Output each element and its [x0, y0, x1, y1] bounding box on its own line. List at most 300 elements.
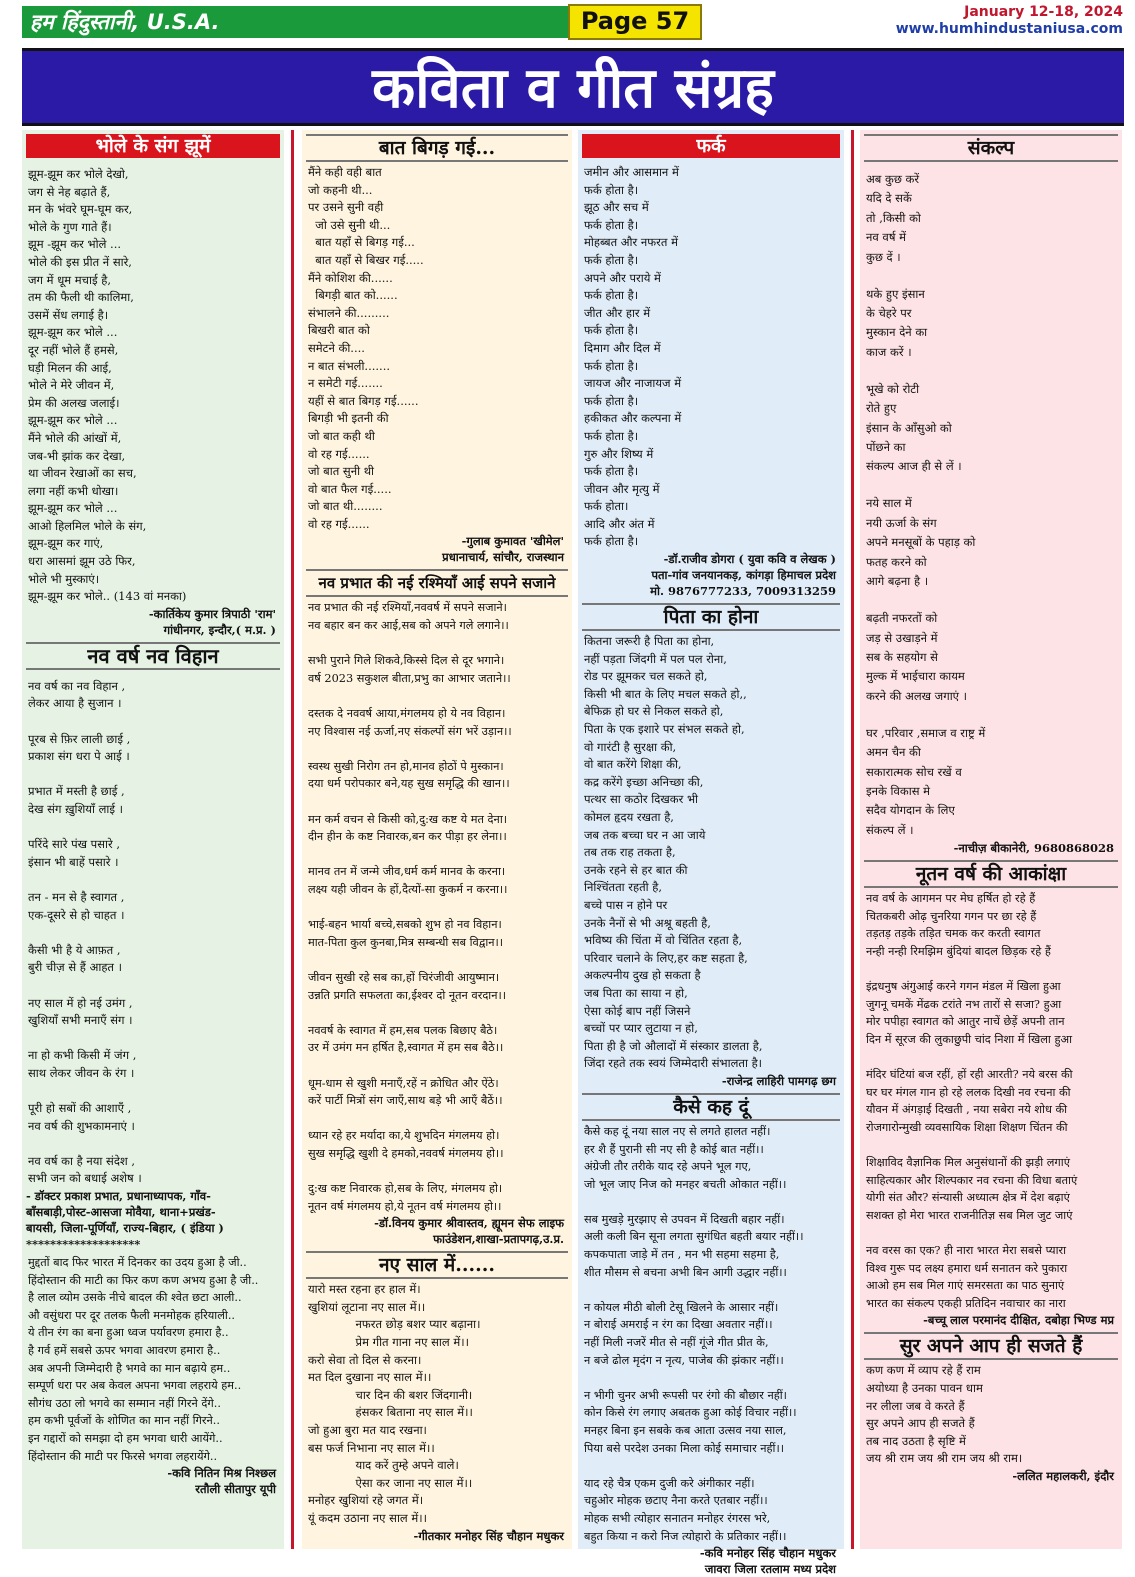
header-info	[896, 4, 1123, 38]
text-line: घर घर मंगल गान हो रहे ललक दिखी नव रचना की	[866, 1085, 1071, 1099]
text-line	[28, 766, 280, 784]
poem-title: भोले के संग झूमें	[26, 134, 280, 158]
text-line: जो बात थी........	[308, 499, 383, 514]
poem-title: पिता का होना	[582, 603, 840, 631]
text-line: लेकर आया है सुजान ।	[28, 696, 122, 711]
text-line: बच्चों पर प्यार लुटाया न हो,	[584, 1021, 698, 1036]
text-line: कण कण में व्याप रहे हैं राम	[866, 1363, 981, 1378]
text-line: है लाल व्योम उसके नीचे बादल की श्वेत छटा आली..	[28, 1291, 242, 1305]
text-line: बिगड़ी भी इतनी की	[308, 411, 389, 426]
text-line: रोड पर झूमकर चल सकते हो,	[584, 669, 708, 684]
text-line	[866, 477, 1118, 495]
text-line: जावरा जिला रतलाम मध्य प्रदेश	[704, 1562, 836, 1577]
poem-title: सुर अपने आप ही सजते हैं	[864, 1332, 1118, 1360]
text-line: जो कहनी थी...	[308, 182, 373, 197]
text-line: भोले ने मेरे जीवन में,	[28, 378, 115, 393]
text-line: जुगनू चमकें मेंढक टरांते नभ तारों से सजा? हुआ	[866, 997, 1062, 1011]
text-line	[308, 951, 568, 969]
masthead-title: हम हिंदुस्तानी, U.S.A.	[22, 6, 570, 38]
poem-body	[582, 1123, 840, 1545]
column-divider	[851, 130, 854, 1549]
text-line: वर्ष 2023 सकुशल बीता,प्रभु का आभार जताने।।	[308, 671, 511, 685]
text-line	[28, 924, 280, 942]
poem-body	[26, 166, 280, 606]
text-line: अब अपनी जिम्मेदारी है भगवे का मान बढ़ाये हम..	[28, 1361, 231, 1375]
section-banner: कविता व गीत संग्रह	[22, 48, 1124, 126]
text-line: -डॉ.विनय कुमार श्रीवास्तव, ह्यूमन सेफ लाइफ	[374, 1216, 564, 1231]
text-line: फर्क होता है।	[584, 288, 639, 303]
text-line: सुख समृद्धि खुशी दे हमको,नववर्ष मंगलमय हो।।	[308, 1146, 504, 1160]
text-line: उसमें सेंध लगाई है।	[28, 307, 109, 322]
text-line: कद्र करेंगे इच्छा अनिच्छा की,	[584, 774, 704, 789]
text-line: बच्चे पास न होने पर	[584, 897, 668, 912]
text-line	[308, 846, 568, 864]
text-line: स्वस्थ सुखी निरोग तन हो,मानव होठों पे मुस्कान।	[308, 759, 504, 773]
poem-body	[26, 678, 280, 1188]
text-line: नूतन वर्ष मंगलमय हो,ये नूतन वर्ष मंगलमय हो।।	[308, 1199, 502, 1213]
text-line: फर्क होता।	[584, 499, 629, 514]
text-line	[866, 1224, 1118, 1242]
text-line: फर्क होता है।	[584, 428, 639, 443]
poem-body	[26, 1254, 280, 1465]
text-line: मैंने भोले की आंखों में,	[28, 430, 122, 445]
text-line: यूं कदम उठाना नए साल में।।	[308, 1510, 427, 1525]
text-line	[308, 793, 568, 811]
text-line: भोले भी मुस्काएं।	[28, 571, 100, 586]
text-line: - डॉक्टर प्रकाश प्रभात, प्रधानाध्यापक, गाँव-	[26, 1189, 211, 1204]
text-line	[584, 1281, 840, 1299]
text-line: झूठ और सच में	[584, 200, 649, 215]
text-line: फर्क होता है।	[584, 217, 639, 232]
text-line: पूरब से फ़िर लाली छाई ,	[28, 731, 131, 746]
text-line: अपने और पराये में	[584, 270, 661, 285]
text-line: मन के भंवरे घूम-घूम कर,	[28, 202, 133, 217]
text-line: गांधीनगर, इन्दौर,( म.प्र. )	[163, 622, 276, 637]
text-line: भोले की इस प्रीत नें सारे,	[28, 254, 132, 269]
text-line: भूखे को रोटी	[866, 381, 920, 396]
text-line: न कोयल मीठी बोली टेसू खिलने के आसार नहीं।	[584, 1300, 779, 1314]
text-line: पिता के एक इशारे पर संभल सकते हो,	[584, 722, 745, 737]
text-line: यौवन में अंगड़ाई दिखती , नया सबेरा नये शोध की	[866, 1103, 1068, 1117]
text-line: चहुओर मोहक छटाए नैना करते एतबार नहीं।।	[584, 1494, 768, 1508]
text-line	[28, 1083, 280, 1101]
text-line: नववर्ष के स्वागत में हम,सब पलक बिछाए बैठे।	[308, 1023, 498, 1037]
text-line: नन्ही नन्ही रिमझिम बुंदियां बादल छिड़क रहे हैं	[866, 944, 1051, 958]
text-line: बस फर्ज निभाना नए साल में।।	[308, 1440, 435, 1455]
text-line	[308, 687, 568, 705]
poem-author	[26, 606, 280, 638]
text-line: -कार्तिकेय कुमार त्रिपाठी 'राम'	[148, 606, 276, 621]
text-line: झूम-झूम कर भोले ...	[28, 325, 118, 340]
text-line: ये तीन रंग का बना हुआ ध्वज पर्यावरण हमारा है..	[28, 1326, 229, 1340]
column-3	[578, 130, 844, 1577]
text-line: -गीतकार मनोहर सिंह चौहान मधुकर	[413, 1528, 564, 1543]
text-line: यदि दे सकें	[866, 191, 912, 206]
text-line: न भीगी चुनर अभी रूपसी पर रंगो की बौछार नहीं।	[584, 1388, 787, 1402]
text-line: खुशियाँ सभी मनाएँ संग ।	[28, 1013, 133, 1028]
page-header	[0, 0, 1135, 42]
text-line: जिंदा रहते तक स्वयं जिम्मेदारी संभालता है।	[584, 1056, 763, 1071]
text-line: न बजे ढोल मृदंग न नृत्य, पाजेब की झंकार नहीं।।	[584, 1353, 784, 1367]
text-line: इंसान भी बाहें पसारे ।	[28, 854, 119, 869]
text-line: मो. 9876777233, 7009313259	[650, 584, 836, 599]
text-line	[308, 1110, 568, 1128]
text-line: जो हुआ बुरा मत याद रखना।	[308, 1423, 427, 1437]
text-line: निश्चिंतता रहती है,	[584, 880, 663, 895]
text-line: फतह करने को	[866, 554, 927, 569]
text-line: नए साल में हो नई उमंग ,	[28, 995, 133, 1010]
text-line: नव वर्ष में	[866, 230, 907, 245]
text-line: बेफिक्र हो घर से निकल सकते हो,	[584, 704, 724, 719]
poem-title: नूतन वर्ष की आकांक्षा	[864, 860, 1118, 888]
text-line: मुल्क में भाईचारा कायम	[866, 669, 965, 684]
column-4	[860, 130, 1122, 1549]
text-line: जो उसे सुनी थी...	[308, 217, 391, 232]
text-line	[28, 977, 280, 995]
text-line: *******************	[26, 1237, 141, 1252]
text-line: थके हुए इंसान	[866, 286, 925, 301]
text-line: जमीन और आसमान में	[584, 165, 679, 179]
text-line: मोहब्बत और नफरत में	[584, 235, 678, 250]
text-line: खुशियां लूटाना नए साल में।।	[308, 1299, 426, 1314]
text-line: -डॉ.राजीव डोगरा ( युवा कवि व लेखक )	[663, 552, 836, 567]
text-line: नर लीला जब वे करते हैं	[866, 1398, 965, 1413]
text-line: मनोहर खुशियां रहे जगत में।	[308, 1493, 424, 1508]
text-line: था जीवन रेखाओं का सच,	[28, 466, 137, 481]
poem-author	[26, 1188, 280, 1252]
text-line: समेटने की....	[308, 340, 365, 355]
text-line: सशक्त हो मेरा भारत राजनीतिज्ञ सब मिल जुट जाएं	[866, 1208, 1073, 1222]
text-line: करो सेवा तो दिल से करना।	[308, 1352, 422, 1367]
text-line: अंग्रेजी तौर तरीके याद रहे अपने भूल गए,	[584, 1160, 752, 1174]
text-line: गुरु और शिष्य में	[584, 446, 654, 461]
text-line: पूरी हो सबों की आशाएँ ,	[28, 1101, 132, 1116]
text-line: जब पिता का साया न हो,	[584, 985, 688, 1000]
text-line: दिमाग और दिल में	[584, 340, 661, 355]
text-line: अयोध्या है उनका पावन धाम	[866, 1381, 983, 1395]
text-line: दूर नहीं भोले हैं हमसे,	[28, 342, 119, 357]
text-line: याद करें तुम्हे अपने वाले।	[308, 1458, 459, 1473]
text-line: ऐसा कर जाना नए साल में।।	[308, 1475, 473, 1490]
text-line: करें पार्टी मित्रों संग जाएँ,साथ बड़े भी आएँ बैठें।।	[308, 1094, 503, 1108]
text-line	[28, 819, 280, 837]
text-line: बायसी, जिला-पूर्णियाँ, राज्य-बिहार, ( इंडिया )	[26, 1221, 224, 1236]
text-line: धूम-धाम से खुशी मनाएँ,रहें न क्रोधित और ऐंठे।	[308, 1076, 499, 1090]
text-line: परिवार चलाने के लिए,हर कष्ट सहता है,	[584, 950, 748, 965]
text-line	[584, 1369, 840, 1387]
text-line: -गुलाब कुमावत 'खीमेल'	[461, 534, 564, 549]
poem-title: बात बिगड़ गई...	[306, 134, 568, 162]
text-line: साथ लेकर जीवन के रंग ।	[28, 1065, 135, 1080]
text-line: जब तक बच्चा घर न आ जाये	[584, 827, 706, 842]
website-link[interactable]: www.humhindustaniusa.com	[895, 21, 1123, 37]
text-line: कैसी भी है ये आफ़त ,	[28, 942, 121, 957]
poem-body	[306, 164, 568, 533]
text-line: नव वर्ष की शुभकामनाएं ।	[28, 1118, 135, 1133]
page-number: Page 57	[568, 4, 702, 40]
text-line: मैंने कोशिश की......	[308, 270, 393, 285]
text-line: बिगड़ी बात को......	[308, 288, 398, 303]
text-line: पर उसने सुनी वही	[308, 200, 384, 215]
text-line: सम्पूर्ण धरा पर अब केवल अपना भगवा लहराये हम..	[28, 1379, 242, 1393]
text-line: मोर पपीहा स्वागत को आतुर नाचें छेड़ें अपनी तान	[866, 1015, 1065, 1029]
text-line: बहुत किया न करो निज त्योहारो के प्रतिकार नहीं।।	[584, 1529, 787, 1543]
text-line: जड़ से उखाड़ने में	[866, 630, 938, 645]
text-line: औ वसुंधरा पर दूर तलक फैली मनमोहक हरियाली..	[28, 1308, 236, 1322]
text-line: ऐसा कोई बाप नहीं जिसने	[584, 1003, 691, 1018]
text-line: दया धर्म परोपकार बने,यह सुख समृद्धि की खान।।	[308, 777, 510, 791]
text-line: संकल्प आज ही से लें ।	[866, 459, 962, 474]
text-line: आओ हिलमिल भोले के संग,	[28, 518, 147, 533]
text-line: सभी पुराने गिले शिकवे,किस्से दिल से दूर भगाने।	[308, 654, 505, 668]
text-line	[866, 961, 1118, 979]
text-line	[866, 1136, 1118, 1154]
text-line: हंसकर बिताना नए साल में।।	[308, 1405, 473, 1420]
text-line: तब तक राह तकता है,	[584, 845, 676, 860]
text-line: प्रधानाचार्य, सांचौर, राजस्थान	[442, 550, 564, 565]
text-line: नये साल में	[866, 496, 912, 511]
text-line: हकीकत और कल्पना में	[584, 411, 682, 426]
text-line: देख संग ख़ुशियाँ लाई ।	[28, 802, 124, 816]
text-line: जीवन सुखी रहे सब का,हों चिरंजीवी आयुष्मान।	[308, 970, 500, 984]
text-line: जो भूल जाए निज को मनहर बचती ओकात नहीं।।	[584, 1177, 787, 1191]
text-line: लक्ष्य यही जीवन के हों,दैत्यों-सा कुकर्म न करना।।	[308, 882, 508, 896]
text-line: साहित्यकार और शिल्पकार नव रचना की विधा बताएं	[866, 1173, 1078, 1187]
text-line: जग से नेह बढ़ाते हैं,	[28, 184, 111, 199]
poem-author	[582, 1073, 840, 1089]
text-line: मैंने कही वही बात	[308, 165, 382, 179]
poem-title: नव वर्ष नव विहान	[26, 642, 280, 670]
text-line: किसी भी बात के लिए मचल सकते हो,,	[584, 686, 747, 701]
text-line: फर्क होता है।	[584, 534, 639, 549]
text-line: आदि और अंत में	[584, 516, 655, 531]
text-line	[28, 713, 280, 731]
text-line: प्रेम की अलख जलाई।	[28, 395, 120, 410]
poem-author	[864, 840, 1118, 856]
text-line: प्रकाश संग धरा पे आई ।	[28, 749, 130, 764]
text-line: जय श्री राम जय श्री राम जय श्री राम।	[866, 1451, 1023, 1466]
text-line: बाँसबाड़ी,पोस्ट-आसजा मोवैया, थाना+प्रखंड-	[26, 1205, 216, 1220]
text-line: पिया बसे परदेश उनका मिला कोई समाचार नहीं।।	[584, 1441, 785, 1455]
text-line: जायज और नाजायज में	[584, 376, 682, 391]
text-line: मोहक सभी त्योहार सनातन मनोहर रंगरस भरे,	[584, 1511, 771, 1525]
text-line: सुर अपने आप ही सजते हैं	[866, 1416, 975, 1431]
text-line	[866, 362, 1118, 380]
text-line: चितकबरी ओढ़ चुनरिया गगन पर छा रहे हैं	[866, 909, 1037, 923]
poem-author	[306, 1215, 568, 1247]
text-line: नव वरस का एक? ही नारा भारत मेरा सबसे प्यारा	[866, 1244, 1067, 1258]
text-line: हिंदोस्तान की माटी पर फिरसे भगवा लहरायेंगे..	[28, 1449, 218, 1463]
text-line: योगी संत और? संन्यासी अध्यात्म क्षेत्र में देश बढ़ाएं	[866, 1191, 1070, 1205]
text-line: वो बात करेंगे शिक्षा की,	[584, 757, 682, 772]
text-line: घर ,परिवार ,समाज व राष्ट्र में	[866, 725, 986, 740]
poem-author	[582, 1545, 840, 1577]
text-line: घड़ी मिलन की आई,	[28, 360, 112, 375]
text-line: अपने मनसूबों के पहाड़ को	[866, 535, 976, 550]
poem-author	[864, 1468, 1118, 1484]
text-line: सब मुखड़े मुरझाए से उपवन में दिखती बहार नहीं।	[584, 1212, 785, 1226]
column-divider	[291, 130, 294, 1549]
text-line: जग में धूम मचाई है,	[28, 272, 112, 287]
text-line: पत्थर सा कठोर दिखकर भी	[584, 792, 699, 807]
poem-author	[306, 1528, 568, 1544]
text-line: बात यहाँ से बिगड़ गई...	[308, 235, 415, 250]
text-line	[866, 706, 1118, 724]
text-line: परिंदे सारे पंख पसारे ,	[28, 837, 120, 852]
text-line: नव वर्ष के आगमन पर मेघ हर्षित हो रहे हैं	[866, 892, 1036, 906]
text-line: बढ़ती नफरतों को	[866, 611, 938, 626]
text-line: लगा नहीं कभी धोखा।	[28, 483, 119, 498]
text-line: जो बात सुनी थी	[308, 464, 375, 479]
text-line: फर्क होता है।	[584, 323, 639, 338]
text-line	[308, 635, 568, 653]
text-line: उर में उमंग मन हर्षित है,स्वागत में हम सब बैठे।।	[308, 1041, 504, 1055]
text-line: मुस्कान देने का	[866, 325, 928, 340]
text-line: इंसान के आँसुओ को	[866, 420, 952, 435]
poem-body	[864, 890, 1118, 1312]
text-line: शीत मौसम से बचना अभी बिन आगी उद्धार नहीं।।	[584, 1265, 787, 1279]
text-line: जब-भी झांक कर देखा,	[28, 448, 126, 463]
text-line: सब के सहयोग से	[866, 649, 938, 664]
text-line: नए विश्वास नई ऊर्जा,नए संकल्पों संग भरें उड़ान।।	[308, 724, 512, 738]
text-line: आगे बढ़ना है ।	[866, 574, 929, 589]
poem-title: फर्क	[582, 134, 840, 158]
text-line: फर्क होता है।	[584, 358, 639, 373]
text-line: फर्क होता है।	[584, 464, 639, 479]
column-2	[302, 130, 572, 1549]
text-line: याद रहे चैत्र एकम दुजी करे अंगीकार नहीं।	[584, 1476, 755, 1490]
poem-title: नए साल में......	[306, 1251, 568, 1279]
text-line: फाउंडेशन,शाखा-प्रतापगढ़,उ.प्र.	[433, 1232, 564, 1247]
text-line: नहीं मिली नजरें मीत से नहीं गूंजे गीत प्रीत के,	[584, 1336, 769, 1350]
text-line: पता-गांव जनयानकड़, कांगड़ा हिमाचल प्रदेश	[651, 568, 836, 583]
text-line	[308, 1162, 568, 1180]
text-line	[308, 740, 568, 758]
text-line: झूम -झूम कर भोले ...	[28, 237, 122, 252]
text-line: नव वर्ष का नव विहान ,	[28, 678, 126, 693]
text-line: संकल्प लें ।	[866, 822, 914, 837]
text-line: उन्नति प्रगति सफलता का,ईश्वर दो नूतन वरदान।।	[308, 988, 507, 1002]
text-line: उनके रहने से हर बात की	[584, 862, 688, 877]
text-line: -राजेन्द्र लाहिरी पामगढ़ छग	[721, 1073, 836, 1088]
text-line: कोमल हृदय रखता है,	[584, 810, 674, 824]
text-line: दीन हीन के कष्ट निवारक,बन कर पीड़ा हर लेना।।	[308, 830, 507, 844]
poem-body	[306, 599, 568, 1215]
text-line: पोंछने का	[866, 440, 906, 455]
text-line: दिन में सूरज की लुकाछुपी चांद निशा में खिला हुआ	[866, 1032, 1072, 1046]
text-line: फर्क होता है।	[584, 393, 639, 408]
text-line: यारो मस्त रहना हर हाल में।	[308, 1282, 421, 1297]
text-line: हिंदोस्तान की माटी का फिर कण कण अभय हुआ है जी..	[28, 1273, 259, 1287]
text-line: पिता ही है जो औलादों में संस्कार डालता है,	[584, 1038, 763, 1053]
text-line: भारत का संकल्प एकही प्रतिदिन नवाचार का नारा	[866, 1296, 1066, 1310]
poem-author	[26, 1465, 280, 1497]
text-line: मानव तन में जन्मे जीव,धर्म कर्म मानव के करना।	[308, 865, 506, 879]
text-line: न बोराई अमराई न रंग का दिखा अवतार नहीं।।	[584, 1318, 773, 1332]
text-line: नव प्रभात की नई रश्मियाँ,नववर्ष में सपने सजाने।	[308, 601, 507, 615]
text-line: तन - मन से है स्वागत ,	[28, 889, 125, 904]
text-line	[584, 1457, 840, 1475]
text-line: प्रभात में मस्ती है छाई ,	[28, 784, 125, 799]
text-line	[28, 1030, 280, 1048]
text-line: सभी जन को बधाई अशेष ।	[28, 1171, 142, 1186]
text-line: प्रेम गीत गाना नए साल में।।	[308, 1335, 469, 1350]
text-line: अली कली बिन सूना लगता सुगंधित बहती बयार नहीं।।	[584, 1230, 804, 1244]
text-line: मंदिर घंटियां बज रहीं, हों रही आरती? नये बरस की	[866, 1068, 1073, 1082]
text-line: बुरी चीज़ से हैं आहत ।	[28, 960, 122, 975]
text-line: झूम-झूम कर भोले.. (143 वां मनका)	[28, 589, 187, 604]
text-line: मुद्दतों बाद फिर भारत में दिनकर का उदय हुआ है जी..	[28, 1256, 247, 1270]
text-line: यहीं से बात बिगड़ गई......	[308, 393, 419, 408]
text-line: चार दिन की बशर जिंदगानी।	[308, 1387, 473, 1402]
text-line: संभालने की.........	[308, 305, 390, 320]
text-line: नव बहार बन कर आई,सब को अपने गले लगाने।।	[308, 619, 509, 633]
poem-body	[306, 1281, 568, 1527]
text-line: के चेहरे पर	[866, 306, 912, 321]
text-line: वो गारंटी है सुरक्षा की,	[584, 739, 677, 754]
text-line: इन गद्दारों को समझा दो हम भगवा धारी आयेंगे..	[28, 1432, 223, 1445]
text-line: कपकपाता जाड़े में तन , मन भी सहमा सहमा है,	[584, 1248, 780, 1262]
text-line: मन कर्म वचन से किसी को,दु:ख कष्ट ये मत देना।	[308, 812, 508, 826]
text-line: इनके विकास मे	[866, 783, 931, 798]
text-line: बात यहाँ से बिखर गई.....	[308, 252, 424, 267]
text-line: -नाचीज़ बीकानेरी, 9680868028	[953, 841, 1114, 856]
text-line	[28, 1135, 280, 1153]
text-line: धरा आसमां झूम उठे फिर,	[28, 554, 136, 569]
text-line: झूम-झूम कर भोले ...	[28, 501, 118, 516]
text-line: -ललित महालकरी, इंदौर	[1012, 1468, 1114, 1483]
text-line: -कवि मनोहर सिंह चौहान मधुकर	[699, 1546, 836, 1561]
poem-body	[864, 1362, 1118, 1468]
text-line: रोते हुए	[866, 401, 897, 416]
text-line	[866, 267, 1118, 285]
text-line: शिक्षाविद वैज्ञानिक मिल अनुसंधानों की झड़ी लगाएं	[866, 1156, 1070, 1170]
poem-title: नव प्रभात की नई रश्मियाँ आई सपने सजाने	[306, 569, 568, 597]
text-line: रतौली सीतापुर यूपी	[195, 1482, 276, 1497]
issue-date: January 12-18, 2024	[964, 4, 1123, 20]
text-line: नव वर्ष का है नया संदेश ,	[28, 1153, 136, 1168]
text-line: भविष्य की चिंता में वो चिंतित रहता है,	[584, 933, 743, 948]
text-line: नयी ऊर्जा के संग	[866, 515, 937, 530]
text-line: अब कुछ करें	[866, 172, 920, 186]
text-line: बिखरी बात को	[308, 323, 370, 338]
text-line: दस्तक दे नववर्ष आया,मंगलमय हो ये नव विहान।	[308, 707, 506, 721]
text-line: नहीं पड़ता जिंदगी में पल पल रोना,	[584, 651, 727, 666]
text-line	[866, 1049, 1118, 1067]
text-line: सदैव योगदान के लिए	[866, 803, 955, 818]
text-line: न समेटी गई.......	[308, 376, 383, 391]
text-line: फर्क होता है।	[584, 252, 639, 267]
column-1	[22, 130, 284, 1549]
text-line: वो बात फैल गई.....	[308, 481, 392, 496]
poem-author	[306, 533, 568, 565]
text-line: हम कभी पूर्वजों के शोणित का मान नहीं गिरने..	[28, 1414, 220, 1428]
poem-title: कैसे कह दूं	[582, 1093, 840, 1121]
text-line: मत दिल दुखाना नए साल में।।	[308, 1370, 432, 1385]
text-line: रोजगारोन्मुखी व्यवसायिक शिक्षा शिक्षण चिंतन की	[866, 1120, 1068, 1134]
text-line: ध्यान रहे हर मर्यादा का,ये शुभदिन मंगलमय हो।	[308, 1129, 500, 1143]
text-line: काज करें ।	[866, 344, 912, 359]
text-line: दु:ख कष्ट निवारक हो,सब के लिए, मंगलमय हो।	[308, 1182, 503, 1196]
text-line: अकल्पनीय दुख हो सकता है	[584, 968, 701, 983]
poem-author	[864, 1312, 1118, 1328]
text-line: भाई-बहन भार्या बच्चे,सबको शुभ हो नव विहान।	[308, 918, 502, 932]
text-line: -बच्चू लाल परमानंद दीक्षित, दबोहा भिण्ड मप्र	[923, 1313, 1114, 1328]
text-line: न बात संभली.......	[308, 358, 391, 373]
text-line: जीत और हार में	[584, 305, 651, 320]
poem-body	[582, 633, 840, 1073]
text-line	[308, 1057, 568, 1075]
